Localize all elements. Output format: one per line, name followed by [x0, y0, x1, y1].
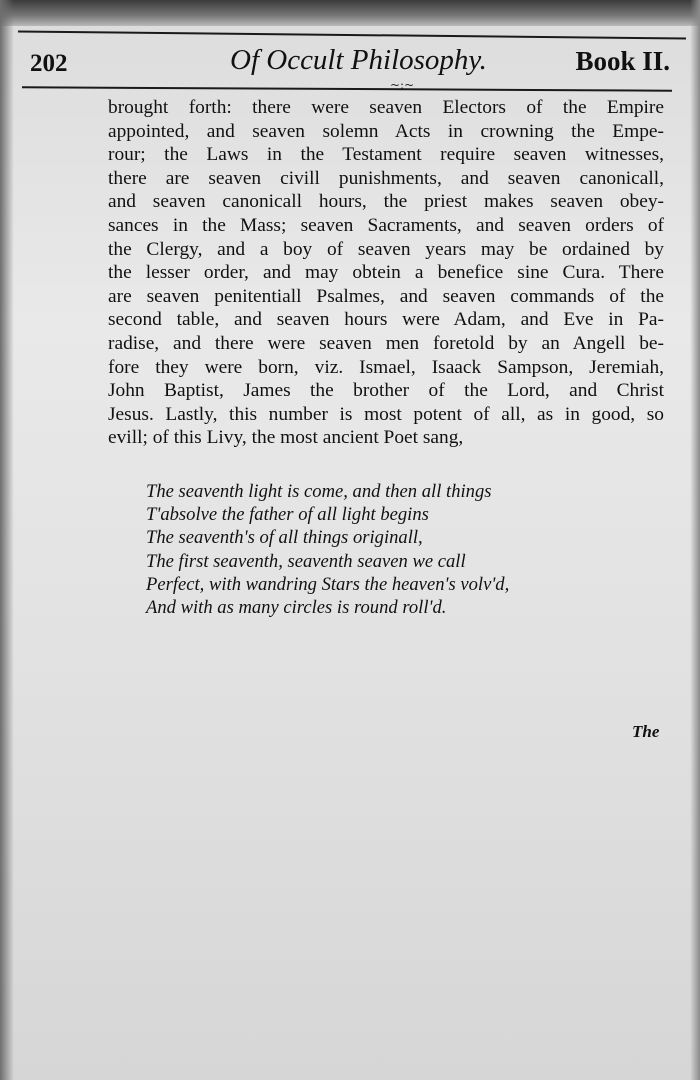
header-bottom-rule	[22, 86, 672, 91]
body-paragraph	[108, 96, 664, 450]
verse-line: T'absolve the father of all light begins	[146, 504, 429, 526]
body-line: appointed, and seaven solemn Acts in crowning the Empe-	[108, 120, 664, 142]
body-line: fore they were born, viz. Ismael, Isaack Sampson, Jeremiah,	[108, 356, 664, 378]
catchword: The	[632, 722, 660, 741]
page-top-shadow	[0, 0, 700, 26]
running-title: Of Occult Philosophy.	[230, 44, 487, 76]
body-line: radise, and there were seaven men foretold by an Angell be-	[108, 332, 664, 354]
body-line: evill; of this Livy, the most ancient Poet sang,	[108, 427, 464, 449]
verse-block	[146, 480, 606, 619]
verse-line: The seaventh's of all things originall,	[146, 527, 423, 549]
header-top-rule	[18, 31, 686, 40]
page-gutter-shadow	[0, 0, 14, 1080]
body-line: rour; the Laws in the Testament require seaven witnesses,	[108, 144, 664, 166]
verse-line: The seaventh light is come, and then all things	[146, 481, 492, 502]
body-line: second table, and seaven hours were Adam, and Eve in Pa-	[108, 309, 664, 331]
page-number: 202	[30, 50, 68, 77]
body-line: there are seaven civill punishments, and seaven canonicall,	[108, 167, 664, 189]
body-line: John Baptist, James the brother of the Lord, and Christ	[108, 380, 664, 402]
verse-line: Perfect, with wandring Stars the heaven's volv'd,	[146, 573, 510, 595]
verse-line: The first seaventh, seaventh seaven we call	[146, 550, 466, 572]
body-line: the lesser order, and may obtein a benefice sine Cura. There	[108, 262, 664, 284]
page-edge-shadow	[690, 0, 700, 1080]
body-line: and seaven canonicall hours, the priest makes seaven obey-	[108, 191, 664, 213]
book-label: Book II.	[575, 46, 670, 76]
body-line: brought forth: there were seaven Electors of the Empire	[108, 97, 664, 118]
body-line: sances in the Mass; seaven Sacraments, and seaven orders of	[108, 214, 664, 236]
body-line: Jesus. Lastly, this number is most potent of all, as in good, so	[108, 403, 664, 425]
verse-line: And with as many circles is round roll'd.	[146, 597, 447, 619]
body-line: the Clergy, and a boy of seaven years may be ordained by	[108, 238, 664, 260]
running-header	[30, 44, 670, 84]
header-ornament: ~:~	[390, 78, 415, 92]
body-line: are seaven penitentiall Psalmes, and seaven commands of the	[108, 285, 664, 307]
